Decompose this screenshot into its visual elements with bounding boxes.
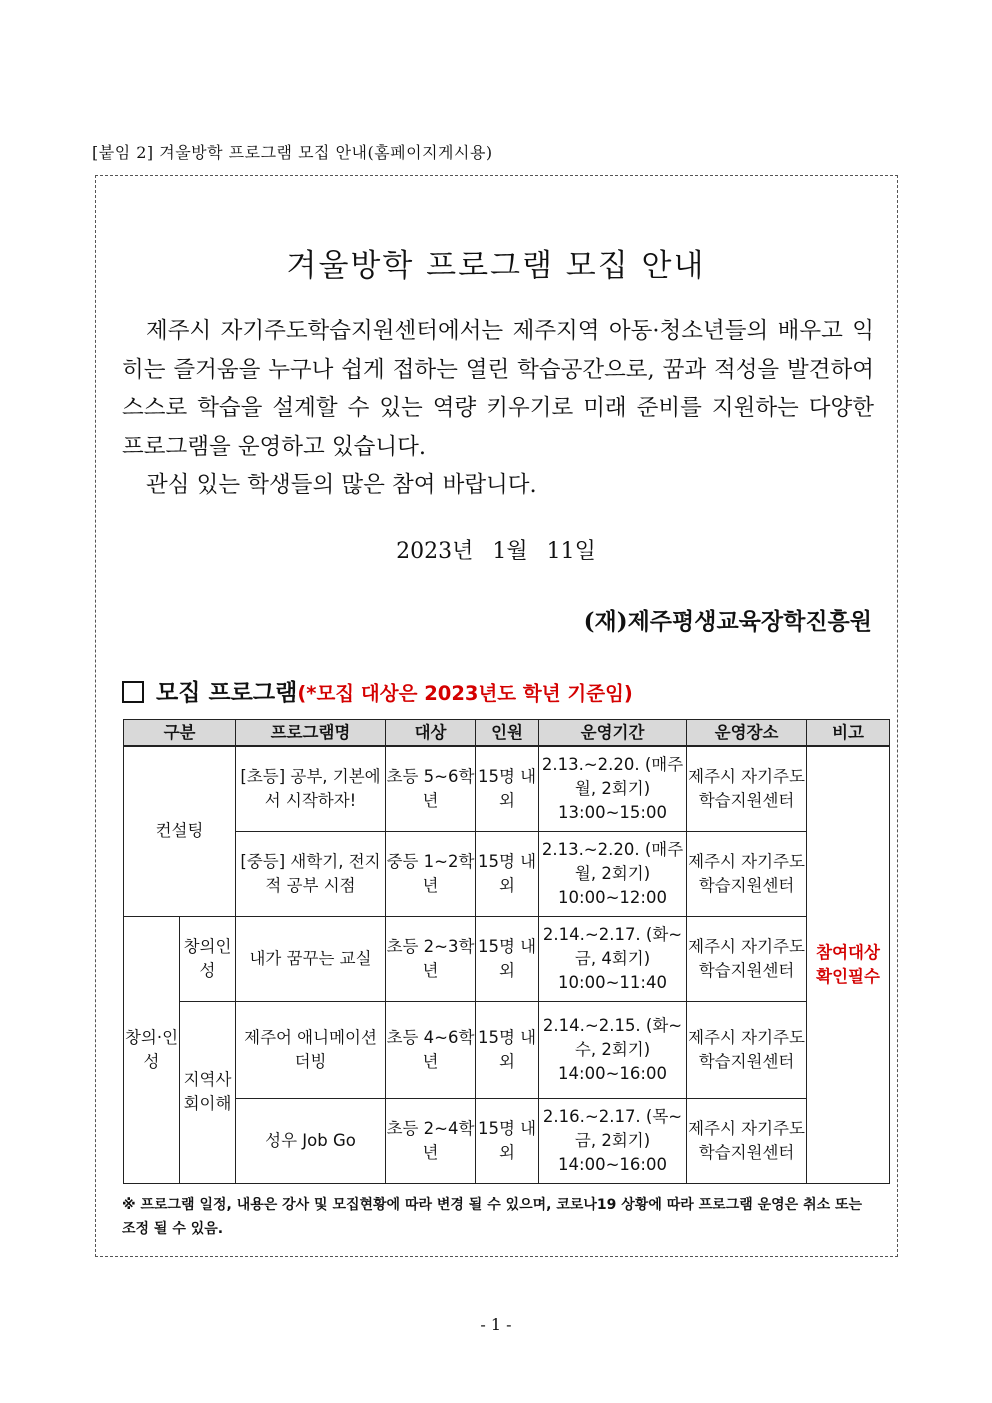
section-note: (*모집 대상은 2023년도 학년 기준임) xyxy=(297,682,633,705)
program-period: 2.13.~2.20. (매주 월, 2회기) 10:00~12:00 xyxy=(539,831,687,916)
section-title: 모집 프로그램 xyxy=(156,680,298,706)
program-place: 제주시 자기주도학습지원센터 xyxy=(687,1001,807,1098)
header-remark: 비고 xyxy=(807,720,890,747)
organization-name: (재)제주평생교육장학진흥원 xyxy=(583,608,872,635)
header-target: 대상 xyxy=(386,720,476,747)
checkbox-square-icon xyxy=(122,681,144,703)
program-target: 중등 1~2학년 xyxy=(386,831,476,916)
intro-text xyxy=(122,312,874,505)
subgroup-creativity: 창의인성 xyxy=(180,916,236,1001)
footnote: ※ 프로그램 일정, 내용은 강사 및 모집현황에 따라 변경 될 수 있으며, 코로나19 상황에 따라 프로그램 운영은 취소 또는 조정 될 수 있음. xyxy=(122,1197,863,1237)
remark-cell: 참여대상 확인필수 xyxy=(807,746,890,1183)
intro-paragraph-1: 제주시 자기주도학습지원센터에서는 제주지역 아동·청소년들의 배우고 익히는 즐거움을 누구나 쉽게 접하는 열린 학습공간으로, 꿈과 적성을 발견하여 스스로 학습을 설계할 수 있는 역량 키우기로 미래 준비를 지원하는 다양한 프로그램을 운영하고 있습니다. xyxy=(122,318,874,460)
header-program: 프로그램명 xyxy=(236,720,386,747)
header-period: 운영기간 xyxy=(539,720,687,747)
program-name: 성우 Job Go xyxy=(236,1098,386,1183)
program-name: [중등] 새학기, 전지적 공부 시점 xyxy=(236,831,386,916)
notice-date: 2023년 1월 11일 xyxy=(396,539,596,564)
program-count: 15명 내외 xyxy=(476,916,539,1001)
table-row xyxy=(124,916,890,1001)
program-count: 15명 내외 xyxy=(476,831,539,916)
program-name: [초등] 공부, 기본에서 시작하자! xyxy=(236,746,386,831)
subgroup-local: 지역사회이해 xyxy=(180,1001,236,1183)
section-heading xyxy=(122,674,633,707)
program-period: 2.14.~2.15. (화~수, 2회기) 14:00~16:00 xyxy=(539,1001,687,1098)
program-place: 제주시 자기주도학습지원센터 xyxy=(687,746,807,831)
program-target: 초등 2~3학년 xyxy=(386,916,476,1001)
program-place: 제주시 자기주도학습지원센터 xyxy=(687,831,807,916)
table-row xyxy=(124,1098,890,1183)
program-target: 초등 2~4학년 xyxy=(386,1098,476,1183)
program-name: 내가 꿈꾸는 교실 xyxy=(236,916,386,1001)
program-period: 2.14.~2.17. (화~금, 4회기) 10:00~11:40 xyxy=(539,916,687,1001)
table-row xyxy=(124,746,890,831)
group-consulting: 컨설팅 xyxy=(124,746,236,916)
program-table xyxy=(123,719,890,1184)
program-count: 15명 내외 xyxy=(476,746,539,831)
program-count: 15명 내외 xyxy=(476,1001,539,1098)
intro-paragraph-2: 관심 있는 학생들의 많은 참여 바랍니다. xyxy=(146,472,537,498)
header-count: 인원 xyxy=(476,720,539,747)
table-row xyxy=(124,1001,890,1098)
program-place: 제주시 자기주도학습지원센터 xyxy=(687,1098,807,1183)
header-place: 운영장소 xyxy=(687,720,807,747)
program-period: 2.13.~2.20. (매주 월, 2회기) 13:00~15:00 xyxy=(539,746,687,831)
group-creativity: 창의·인성 xyxy=(124,916,180,1183)
program-period: 2.16.~2.17. (목~금, 2회기) 14:00~16:00 xyxy=(539,1098,687,1183)
table-header-row xyxy=(124,720,890,747)
header-category: 구분 xyxy=(124,720,236,747)
program-target: 초등 5~6학년 xyxy=(386,746,476,831)
program-place: 제주시 자기주도학습지원센터 xyxy=(687,916,807,1001)
program-name: 제주어 애니메이션 더빙 xyxy=(236,1001,386,1098)
attachment-label: [붙임 2] 겨울방학 프로그램 모집 안내(홈페이지게시용) xyxy=(92,143,493,162)
page-title: 겨울방학 프로그램 모집 안내 xyxy=(286,248,706,284)
page-number: - 1 - xyxy=(480,1315,512,1334)
table-row xyxy=(124,831,890,916)
program-count: 15명 내외 xyxy=(476,1098,539,1183)
program-target: 초등 4~6학년 xyxy=(386,1001,476,1098)
